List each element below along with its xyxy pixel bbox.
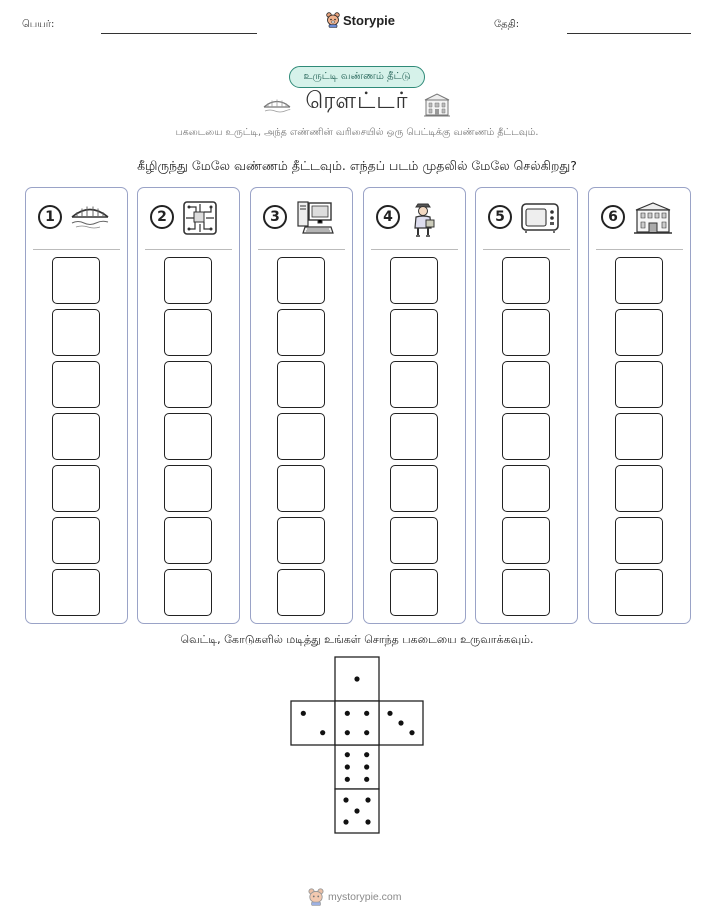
page-title: ரௌட்டர் [305,88,409,114]
question-text: கீழிருந்து மேலே வண்ணம் தீட்டவும். எந்தப் படம் முதலில் மேலே செல்கிறது? [137,158,577,173]
footer-url: mystorypie.com [328,891,402,903]
die-pip [365,797,370,802]
die-pip [387,711,392,716]
die-pip [345,777,350,782]
die-pip [364,711,369,716]
date-label: தேதி: [494,19,520,30]
die-face-2 [291,701,335,745]
die-pip [354,808,359,813]
die-face-5 [335,789,379,833]
die-pip [301,711,306,716]
column-number: 2 [150,205,174,229]
activity-badge: உருட்டி வண்ணம் தீட்டு [289,66,425,88]
name-label: பெயர்: [22,19,55,30]
die-pip [345,764,350,769]
die-pip [365,819,370,824]
die-pip [364,752,369,757]
die-pip [345,752,350,757]
instructions-text: பகடையை உருட்டி, அந்த எண்ணின் வரிசையில் ஒரு பெட்டிக்கு வண்ணம் தீட்டவும். [175,127,539,138]
column-number: 4 [376,205,400,229]
die-pip [343,819,348,824]
brand-name: Storypie [343,12,396,28]
die-face-6 [335,745,379,789]
column-number: 6 [601,205,625,229]
die-pip [320,730,325,735]
column-number: 1 [38,205,62,229]
die-pip [398,720,403,725]
die-pip [354,676,359,681]
die-pip [345,730,350,735]
die-pip [364,730,369,735]
column-number: 5 [488,205,512,229]
column-number: 3 [263,205,287,229]
cut-instruction: வெட்டி, கோடுகளில் மடித்து உங்கள் சொந்த பகடையை உருவாக்கவும். [180,633,534,646]
die-pip [345,711,350,716]
die-face-1 [335,657,379,701]
die-pip [364,777,369,782]
storypie-bear-icon [308,888,324,906]
die-face-4 [335,701,379,745]
footer [308,888,402,906]
die-face-3 [379,701,423,745]
die-pip [409,730,414,735]
die-pip [343,797,348,802]
die-pip [364,764,369,769]
